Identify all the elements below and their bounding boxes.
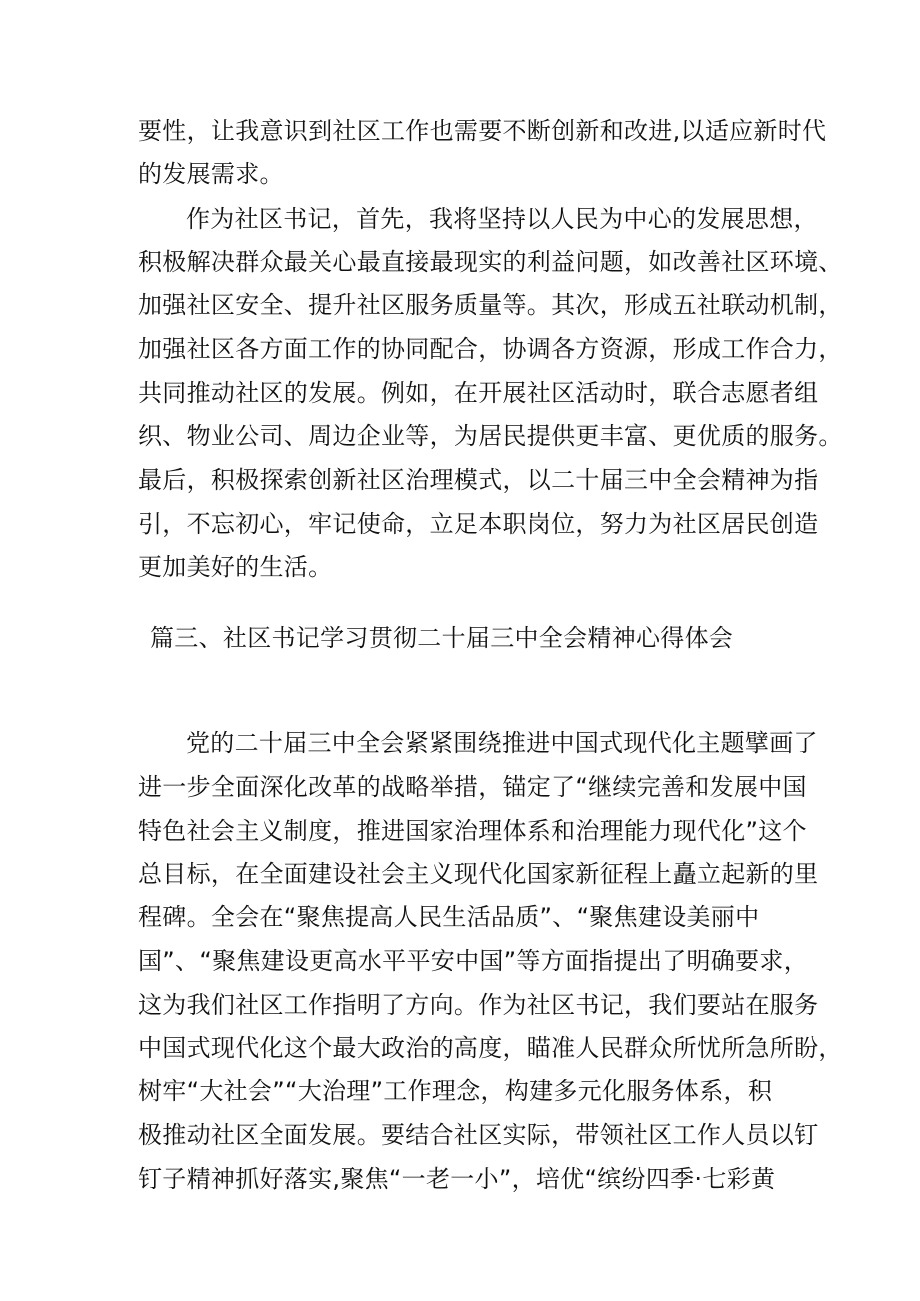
paragraph-line: 加强社区安全、提升社区服务质量等。其次，形成五社联动机制， — [138, 291, 843, 319]
paragraph-line: 进一步全面深化改革的战略举措，锚定了“继续完善和发展中国 — [138, 773, 807, 801]
paragraph-line: 加强社区各方面工作的协同配合，协调各方资源，形成工作合力， — [138, 335, 843, 363]
paragraph-line: 党的二十届三中全会紧紧围绕推进中国式现代化主题擘画了 — [186, 729, 818, 757]
paragraph-line: 作为社区书记，首先，我将坚持以人民为中心的发展思想， — [186, 205, 818, 233]
paragraph-line: 共同推动社区的发展。例如，在开展社区活动时，联合志愿者组 — [138, 379, 819, 407]
paragraph-line: 的发展需求。 — [138, 160, 284, 188]
paragraph-line: 总目标，在全面建设社会主义现代化国家新征程上矗立起新的里 — [138, 860, 819, 888]
paragraph-line: 要性，让我意识到社区工作也需要不断创新和改进,以适应新时代 — [138, 117, 827, 145]
section-heading: 篇三、社区书记学习贯彻二十届三中全会精神心得体会 — [150, 624, 734, 652]
paragraph-line: 极推动社区全面发展。要结合社区实际，带领社区工作人员以钉 — [138, 1121, 819, 1149]
paragraph-line: 钉子精神抓好落实,聚焦“一老一小”，培优“缤纷四季·七彩黄 — [138, 1165, 776, 1193]
paragraph-line: 最后，积极探索创新社区治理模式，以二十届三中全会精神为指 — [138, 466, 819, 494]
paragraph-line: 织、物业公司、周边企业等，为居民提供更丰富、更优质的服务。 — [138, 422, 843, 450]
paragraph-line: 引，不忘初心，牢记使命，立足本职岗位，努力为社区居民创造 — [138, 510, 819, 538]
paragraph-line: 积极解决群众最关心最直接最现实的利益问题，如改善社区环境、 — [138, 248, 843, 276]
paragraph-line: 树牢“大社会”“大治理”工作理念，构建多元化服务体系，积 — [138, 1077, 773, 1105]
paragraph-line: 中国式现代化这个最大政治的高度，瞄准人民群众所忧所急所盼， — [138, 1034, 843, 1062]
paragraph-line: 国”、“聚焦建设更高水平平安中国”等方面指提出了明确要求， — [138, 947, 808, 975]
paragraph-line: 这为我们社区工作指明了方向。作为社区书记，我们要站在服务 — [138, 991, 819, 1019]
paragraph-line: 程碑。全会在“聚焦提高人民生活品质”、“聚焦建设美丽中 — [138, 903, 760, 931]
paragraph-line: 更加美好的生活。 — [138, 553, 333, 581]
paragraph-line: 特色社会主义制度，推进国家治理体系和治理能力现代化”这个 — [138, 817, 807, 845]
